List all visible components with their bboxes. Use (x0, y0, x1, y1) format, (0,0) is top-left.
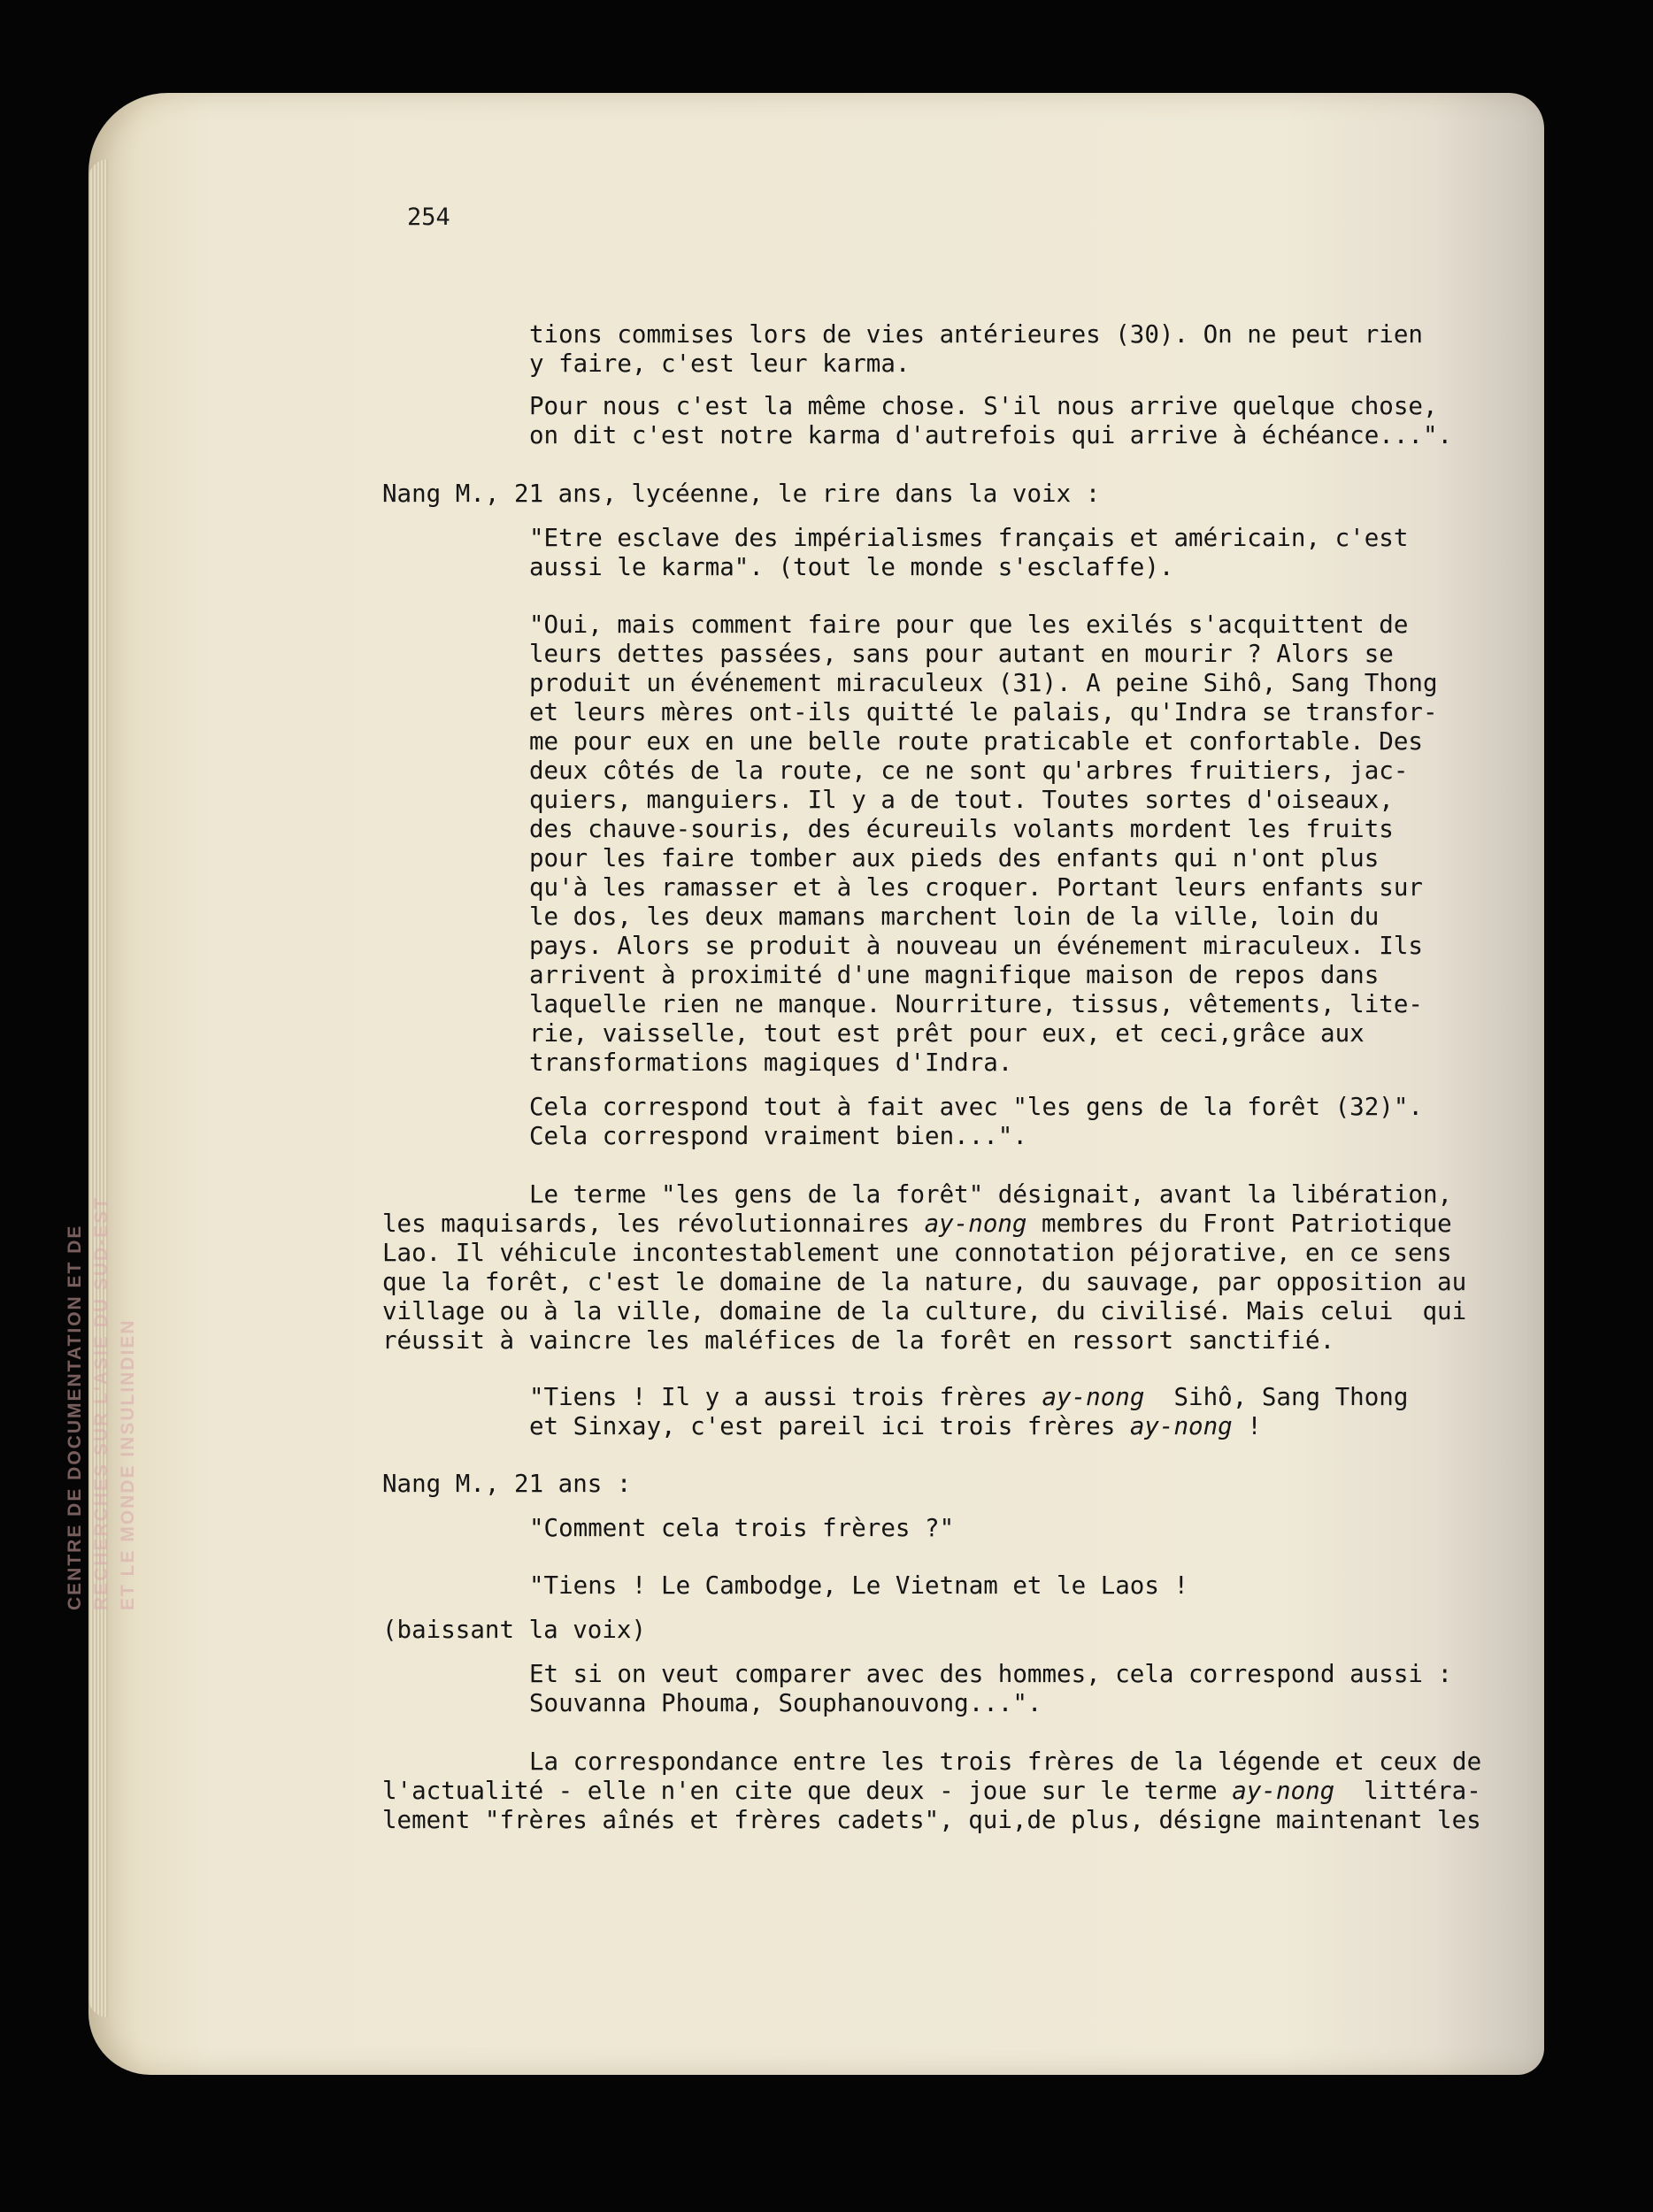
text-line: Pour nous c'est la même chose. S'il nous arrive quelque chose, (529, 392, 1438, 420)
text-fragment: et Sinxay, c'est pareil ici trois frères (529, 1412, 1130, 1440)
text-line: leurs dettes passées, sans pour autant en mourir ? Alors se (529, 640, 1394, 668)
text-line: que la forêt, c'est le domaine de la nature, du sauvage, par opposition au (382, 1268, 1467, 1296)
text-line: tions commises lors de vies antérieures (30). On ne peut rien (529, 320, 1423, 349)
text-line: Lao. Il véhicule incontestablement une connotation péjorative, en ce sens (382, 1239, 1452, 1267)
text-line: pour les faire tomber aux pieds des enfants qui n'ont plus (529, 844, 1380, 872)
italic-term: ay-nong (1129, 1412, 1233, 1440)
text-line: "Comment cela trois frères ?" (529, 1514, 955, 1542)
text-line: Nang M., 21 ans : (382, 1470, 632, 1498)
text-line: lement "frères aînés et frères cadets", qui,de plus, désigne maintenant les (382, 1806, 1481, 1834)
italic-term: ay-nong (1232, 1777, 1335, 1805)
text-line: qu'à les ramasser et à les croquer. Portant leurs enfants sur (529, 873, 1423, 902)
stamp-line: RECHERCHES SUR L'ASIE DU SUD-EST (91, 1195, 111, 1610)
page-number: 254 (407, 204, 450, 231)
text-line: "Oui, mais comment faire pour que les exilés s'acquittent de (529, 611, 1409, 639)
text-fragment: littéra- (1334, 1777, 1481, 1805)
text-line: rie, vaisselle, tout est prêt pour eux, et ceci,grâce aux (529, 1019, 1365, 1048)
text-line: me pour eux en une belle route praticable et confortable. Des (529, 727, 1423, 756)
text-line: pays. Alors se produit à nouveau un événement miraculeux. Ils (529, 932, 1423, 960)
text-fragment: les maquisards, les révolutionnaires (382, 1210, 925, 1238)
text-line: Cela correspond vraiment bien...". (529, 1122, 1027, 1150)
text-line: transformations magiques d'Indra. (529, 1048, 1013, 1077)
text-line: des chauve-souris, des écureuils volants mordent les fruits (529, 815, 1394, 843)
text-line: quiers, manguiers. Il y a de tout. Toutes sortes d'oiseaux, (529, 786, 1394, 814)
text-fragment: Sihô, Sang Thong (1144, 1383, 1409, 1411)
text-line: laquelle rien ne manque. Nourriture, tissus, vêtements, lite- (529, 990, 1423, 1018)
text-line: et leurs mères ont-ils quitté le palais, qu'Indra se transfor- (529, 698, 1438, 726)
text-line: La correspondance entre les trois frères de la légende et ceux de (529, 1747, 1482, 1776)
text-fragment: ! (1232, 1412, 1262, 1440)
text-line: produit un événement miraculeux (31). A peine Sihô, Sang Thong (529, 669, 1438, 697)
text-line: Et si on veut comparer avec des hommes, cela correspond aussi : (529, 1660, 1453, 1688)
text-line: deux côtés de la route, ce ne sont qu'arbres fruitiers, jac- (529, 757, 1409, 785)
italic-term: ay-nong (924, 1210, 1027, 1238)
stamp-line: CENTRE DE DOCUMENTATION ET DE (65, 1224, 85, 1610)
text-line: "Tiens ! Le Cambodge, Le Vietnam et le Laos ! (529, 1571, 1189, 1600)
italic-term: ay-nong (1042, 1383, 1145, 1411)
text-line: Souvanna Phouma, Souphanouvong...". (529, 1689, 1042, 1717)
text-fragment: l'actualité - elle n'en cite que deux - joue sur le terme (382, 1777, 1233, 1805)
text-fragment: membres du Front Patriotique (1026, 1210, 1452, 1238)
text-line: aussi le karma". (tout le monde s'esclaffe). (529, 553, 1174, 581)
text-line: "Etre esclave des impérialismes français et américain, c'est (529, 524, 1409, 552)
text-line: réussit à vaincre les maléfices de la forêt en ressort sanctifié. (382, 1326, 1335, 1355)
text-line: y faire, c'est leur karma. (529, 349, 911, 378)
text-line: le dos, les deux mamans marchent loin de la ville, loin du (529, 902, 1380, 931)
text-line (529, 1383, 1408, 1411)
text-line (382, 1777, 1481, 1805)
text-line: Le terme "les gens de la forêt" désignait, avant la libération, (529, 1180, 1453, 1209)
text-line: on dit c'est notre karma d'autrefois qui arrive à échéance...". (529, 421, 1453, 449)
text-line: Nang M., 21 ans, lycéenne, le rire dans la voix : (382, 480, 1101, 508)
page-stack-edge (88, 159, 108, 2017)
text-line (529, 1412, 1262, 1440)
text-fragment: "Tiens ! Il y a aussi trois frères (529, 1383, 1042, 1411)
text-line: (baissant la voix) (382, 1616, 647, 1644)
library-stamp (62, 1195, 138, 1610)
text-line: village ou à la ville, domaine de la culture, du civilisé. Mais celui qui (382, 1297, 1467, 1325)
stamp-line: ET LE MONDE INSULINDIEN (118, 1318, 138, 1610)
text-line: Cela correspond tout à fait avec "les gens de la forêt (32)". (529, 1093, 1423, 1121)
text-line (382, 1210, 1452, 1238)
text-line: arrivent à proximité d'une magnifique maison de repos dans (529, 961, 1380, 989)
